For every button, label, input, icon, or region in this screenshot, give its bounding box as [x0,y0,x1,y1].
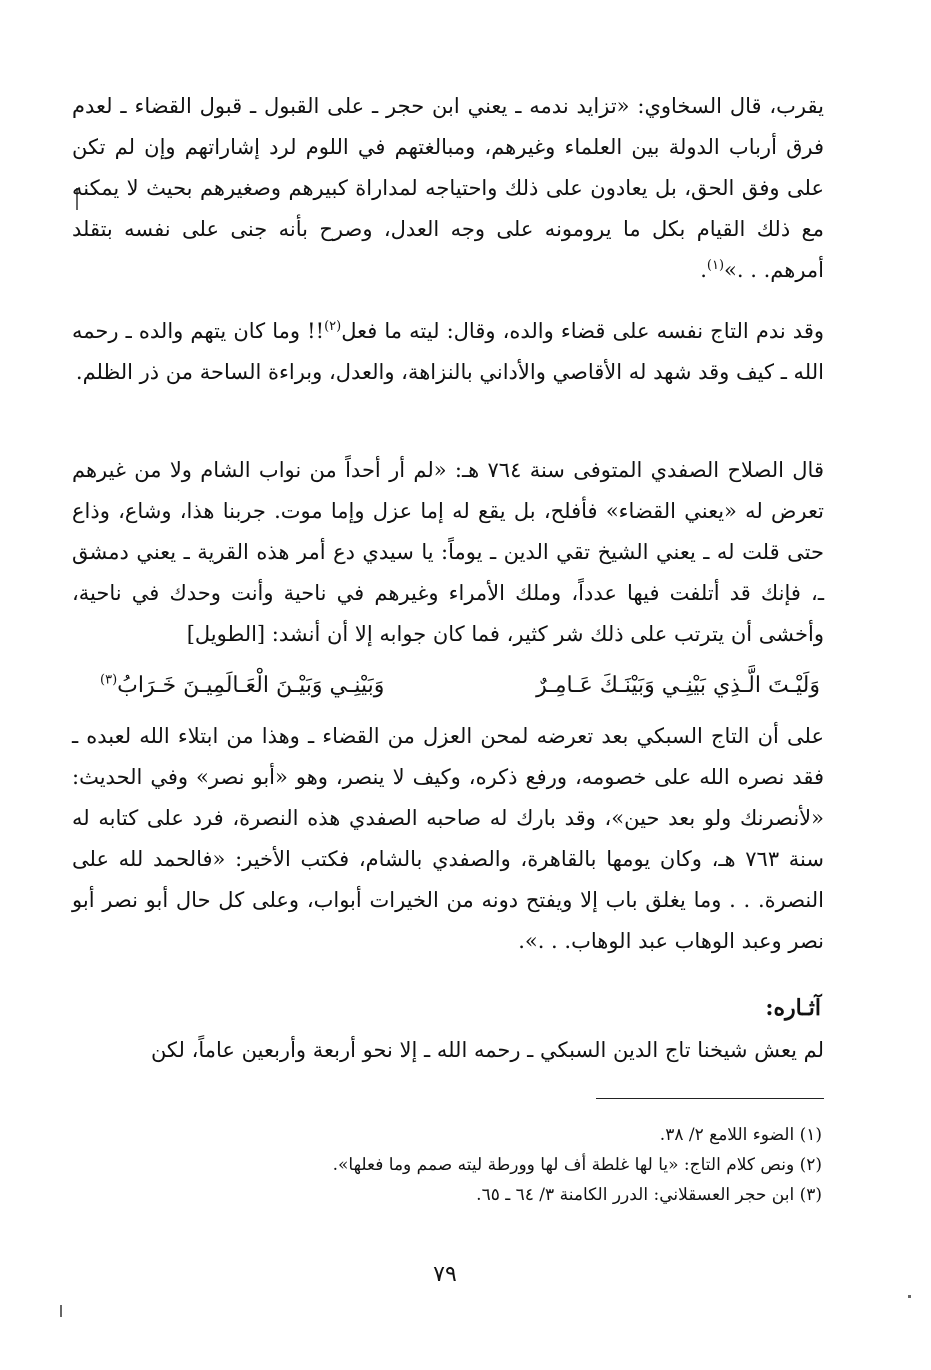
paragraph-text: وقد ندم التاج نفسه على قضاء والده، وقال: ليته ما فعل [341,319,824,343]
footnote-separator [596,1098,824,1099]
footnote-ref-1[interactable]: (١) [706,258,725,273]
footnote-ref-2[interactable]: (٢) [324,319,342,334]
margin-mark [60,1305,62,1317]
paragraph-sakhawi-quote [72,86,824,291]
footnote-1: (١) الضوء اللامع ٢/ ٣٨. [659,1125,822,1145]
paragraph-taj-victory [72,716,824,962]
paragraph-text-continued: !! وما كان يتهم والده ـ رحمه الله ـ كيف وقد شهد له الأقاصي والأداني بالنزاهة، والعدل، وبراءة الساحة من ذر الظلم. [72,319,824,384]
page-number: ٧٩ [433,1262,457,1287]
paragraph-end: . [700,258,707,282]
section-heading: آثـاره: [765,995,821,1021]
paragraph-taj-regret [72,311,824,393]
paragraph-text: قال الصلاح الصفدي المتوفى سنة ٧٦٤ هـ: «لم أر أحداً من نواب الشام ولا من غيرهم تعرض له «يعني القضاء» فأفلح، بل يقع له إما عزل وإما موت. جربنا هذا، وشاع، وذاع حتى قلت له ـ يعني الشيخ تقي الدين ـ يوماً: يا سيدي دع أمر هذه القرية ـ يعني دمشق ـ، فإنك قد أتلفت فيها عدداً، وملك الأمراء وغيرهم في ناحية وأنت وحدك في ناحية، وأخشى أن يترتب على ذلك شر كثير، فما كان جوابه إلا أن أنشد: [الطويل] [72,458,824,646]
margin-mark [908,1295,911,1298]
paragraph-text: على أن التاج السبكي بعد تعرضه لمحن العزل من القضاء ـ وهذا من ابتلاء الله لعبده ـ فقد نصره الله على خصومه، ورفع ذكره، وكيف لا ينصر، وهو «أبو نصر» وفي الحديث: «لأنصرنك ولو بعد حين»، وقد بارك له صاحبه الصفدي هذه النصرة، فرد على كتابه له سنة ٧٦٣ هـ، وكان يومها بالقاهرة، والصفدي بالشام، فكتب الأخير: «فالحمد لله على النصرة. . . وما يغلق باب إلا ويفتح دونه من الخيرات أبواب، وعلى كل حال أبو نصر أبو نصر وعبد الوهاب عبد الوهاب. . .». [72,724,824,953]
footnote-3: (٣) ابن حجر العسقلاني: الدرر الكامنة ٣/ ٦٤ ـ ٦٥. [476,1185,822,1205]
paragraph-works-intro [72,1030,824,1071]
verse-second-hemistich-wrap [100,664,384,708]
poetry-verse [100,664,820,708]
paragraph-text: لم يعش شيخنا تاج الدين السبكي ـ رحمه الله ـ إلا نحو أربعة وأربعين عاماً، لكن [150,1038,824,1062]
footnote-2: (٢) ونص كلام التاج: «يا لها غلطة أف لها وورطة ليته صمم وما فعلها». [332,1155,822,1175]
footnote-ref-3[interactable]: (٣) [100,672,118,688]
footnotes [300,1120,822,1210]
paragraph-safadi-quote [72,450,824,655]
verse-second-hemistich: وَبَيْنِـي وَبَيْـنَ الْعَـالَمِيـنَ خَـرَابُ [117,673,385,698]
verse-first-hemistich: وَلَيْـتَ الَّـذِي بَيْنِـي وَبَيْنَـكَ عَـامِـرٌ [536,673,820,698]
paragraph-text: يقرب، قال السخاوي: «تزايد ندمه ـ يعني ابن حجر ـ على القبول ـ قبول القضاء ـ لعدم فرق أرباب الدولة بين العلماء وغيرهم، ومبالغتهم في اللوم لرد إشاراتهم وإن لم تكن على وفق الحق، بل يعادون على ذلك واحتياجه لمداراة كبيرهم وصغيرهم بحيث لا يمكنه مع ذلك القيام بكل ما يرومونه على وجه العدل، وصرح بأنه جنى على نفسه بتقلد أمرهم. . .» [72,94,825,282]
